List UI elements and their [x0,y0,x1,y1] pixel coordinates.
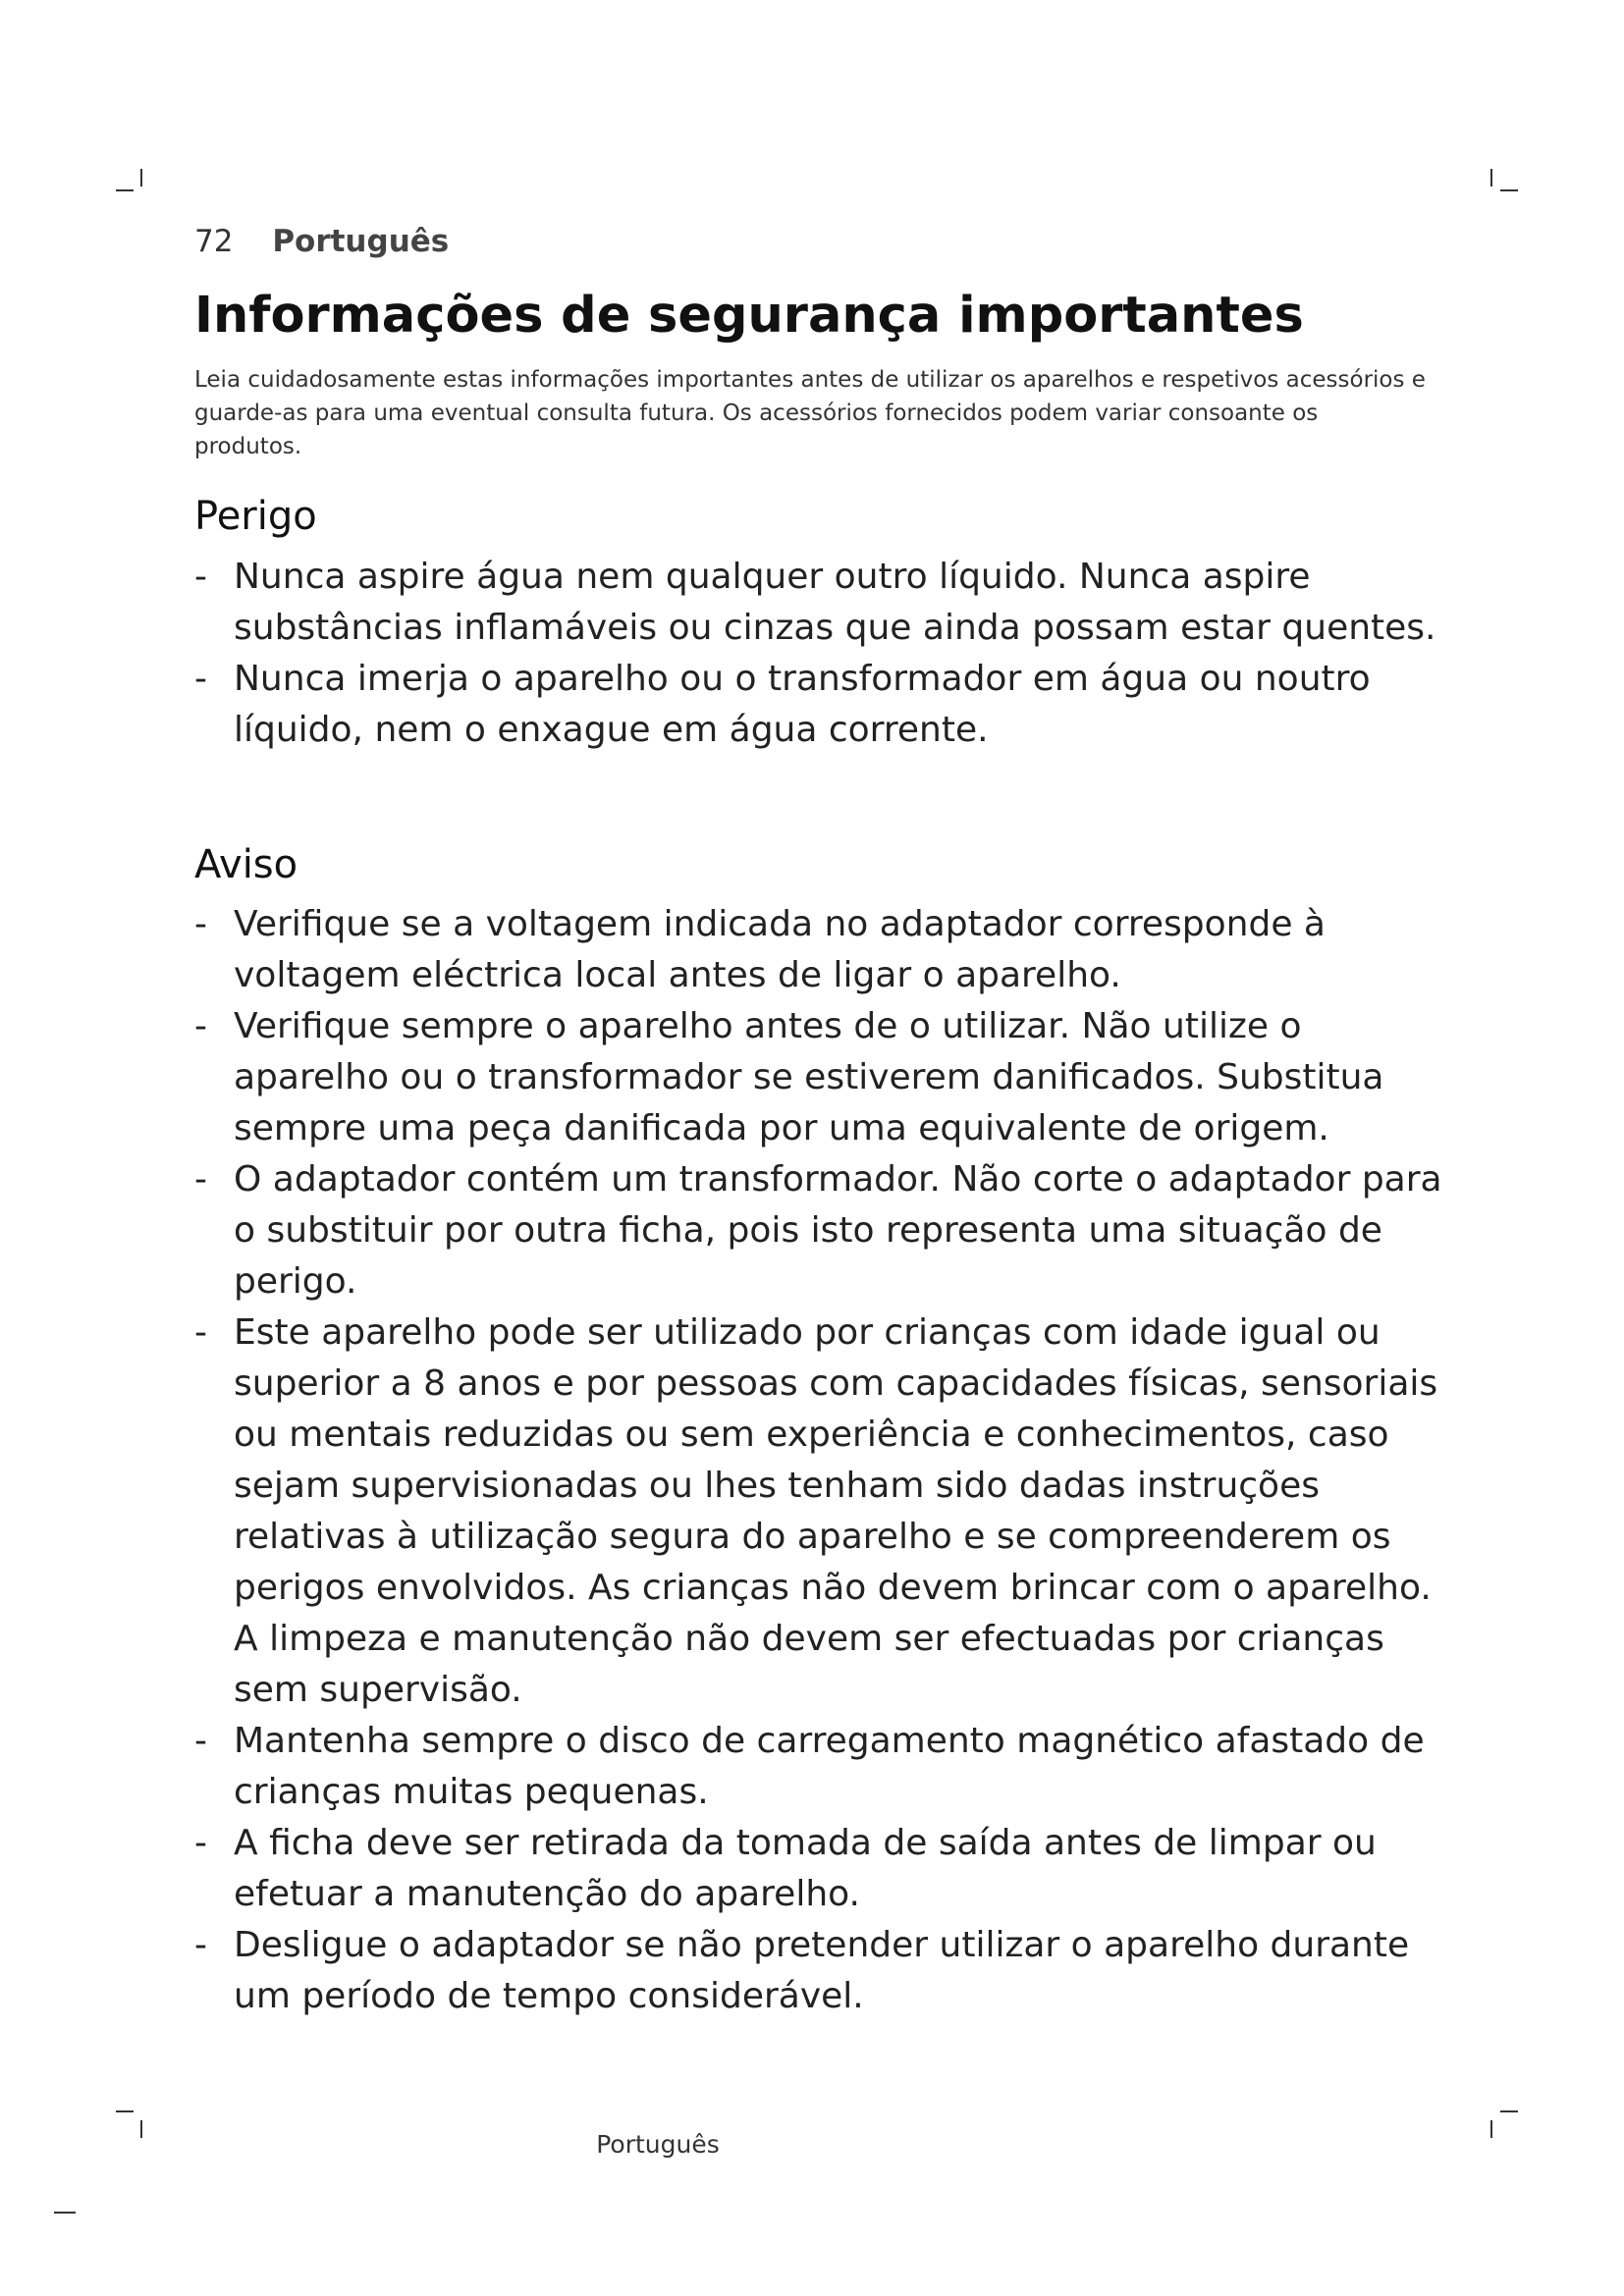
list-item-text: A ficha deve ser retirada da tomada de saída antes de limpar ou efetuar a manutenção do aparelho. [234,1823,1377,1914]
intro-paragraph: Leia cuidadosamente estas informações importantes antes de utilizar os aparelhos e respetivos acessórios e guarde-as para uma eventual consulta futura. Os acessórios fornecidos podem variar consoante os produtos. [194,367,1426,459]
crop-mark-top-right-h [1500,189,1518,191]
crop-mark-top-left-h [116,189,134,191]
bullet-dash: - [194,904,207,944]
bullet-dash: - [194,659,207,699]
bullet-dash: - [194,1925,207,1965]
list-item [194,654,1461,756]
list-item-text: Este aparelho pode ser utilizado por crianças com idade igual ou superior a 8 anos e por pessoas com capacidades físicas, sensoriais ou mentais reduzidas ou sem experiência e conhecimentos, caso sejam supervisionadas ou lhes tenham sido dadas instruções relativas à utilização segura do aparelho e se compreenderem os perigos envolvidos. As crianças não devem brincar com o aparelho. A limpeza e manutenção não devem ser efectuadas por crianças sem supervisão. [234,1312,1438,1710]
bullet-dash: - [194,1006,207,1046]
perigo-list [194,552,1461,756]
list-item-text: Verifique sempre o aparelho antes de o utilizar. Não utilize o aparelho ou o transformador se estiverem danificados. Substitua sempre uma peça danificada por uma equivalente de origem. [234,1006,1384,1148]
list-item [194,1154,1461,1308]
list-item-text: Desligue o adaptador se não pretender utilizar o aparelho durante um período de tempo considerável. [234,1925,1410,2016]
bullet-dash: - [194,1159,207,1200]
page-header [194,224,449,259]
list-item [194,1818,1461,1920]
list-item-text: Nunca aspire água nem qualquer outro líquido. Nunca aspire substâncias inflamáveis ou cinzas que ainda possam estar quentes. [234,557,1436,648]
page-title: Informações de segurança importantes [194,287,1304,345]
bullet-dash: - [194,1823,207,1863]
list-item-text: Mantenha sempre o disco de carregamento magnético afastado de crianças muitas pequenas. [234,1721,1425,1812]
list-item [194,1308,1461,1716]
list-item [194,552,1461,654]
crop-mark-bottom-right-h [1500,2110,1518,2112]
section-heading-aviso: Aviso [194,842,298,887]
list-item [194,1001,1461,1154]
bullet-dash: - [194,1312,207,1353]
list-item-text: Nunca imerja o aparelho ou o transformador em água ou noutro líquido, nem o enxague em água corrente. [234,659,1371,750]
aviso-list [194,899,1461,2022]
header-language: Português [272,224,450,259]
crop-mark-bottom-left-h [116,2110,134,2112]
crop-mark-bottom-right-v [1490,2120,1492,2138]
list-item [194,899,1461,1001]
bullet-dash: - [194,1721,207,1761]
section-heading-perigo: Perigo [194,494,317,539]
bullet-dash: - [194,557,207,597]
crop-mark-top-right-v [1490,169,1492,187]
crop-mark-top-left-v [140,169,142,187]
page-number: 72 [194,224,234,259]
list-item [194,1716,1461,1818]
list-item-text: Verifique se a voltagem indicada no adaptador corresponde à voltagem eléctrica local antes de ligar o aparelho. [234,904,1326,995]
crop-mark-edge-bottom [54,2212,76,2214]
list-item-text: O adaptador contém um transformador. Não corte o adaptador para o substituir por outra ficha, pois isto representa uma situação de perigo. [234,1159,1442,1302]
page-footer: Português [596,2130,720,2159]
list-item [194,1920,1461,2022]
